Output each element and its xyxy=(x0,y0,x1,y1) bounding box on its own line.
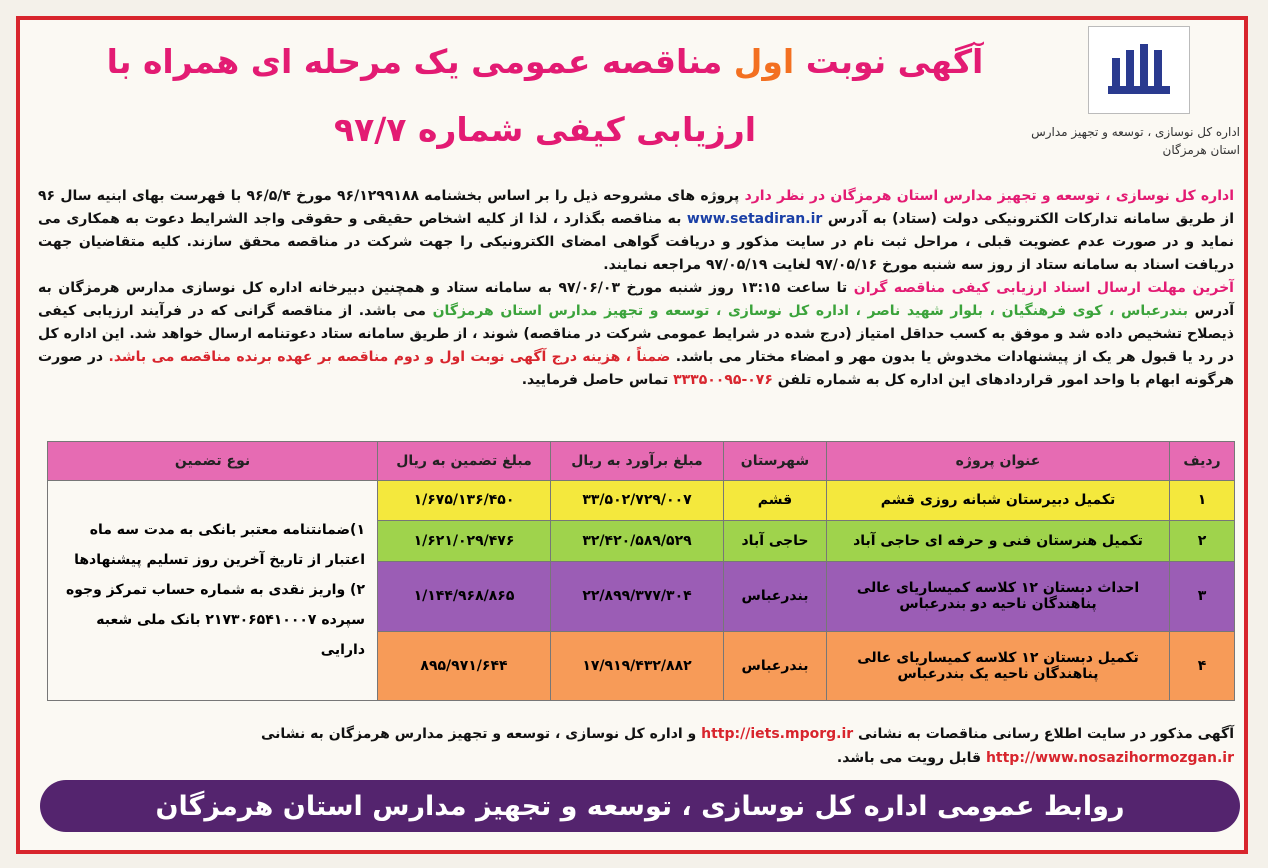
row-title: احداث دبستان ۱۲ کلاسه کمیساریای عالی پناهندگان ناحیه دو بندرعباس xyxy=(827,562,1170,631)
header-title: عنوان پروژه xyxy=(827,442,1170,481)
setad-link[interactable]: www.setadiran.ir xyxy=(686,211,823,227)
school-renovation-logo-icon xyxy=(1104,40,1174,100)
paragraph-2c: در صورت هرگونه ابهام با واحد امور قراردادهای این اداره کل به شماره تلفن xyxy=(38,349,1234,388)
header-estimate: مبلغ برآورد به ریال xyxy=(551,442,724,481)
row-estimate: ۲۲/۸۹۹/۳۷۷/۳۰۴ xyxy=(551,562,724,631)
title-highlight: اول xyxy=(733,42,795,81)
paragraph-2b: می باشد. از مناقصه گرانی که در فرآیند ارزیابی کیفی ذیصلاح تشخیص داده شد و موفق به کسب حداقل امتیاز (درج شده در شرایط عمومی شرکت در مناقصه) شوند ، از طریق سامانه ستاد دعوتنامه ارسال خواهد شد. این اداره کل در رد یا قبول هر یک از پیشنهادات مخدوش یا بدون مهر و امضاء مختار می باشد. xyxy=(38,303,1234,365)
header-city: شهرستان xyxy=(724,442,827,481)
row-guarantee: ۱/۶۷۵/۱۳۶/۴۵۰ xyxy=(378,480,551,521)
row-city: حاجی آباد xyxy=(724,521,827,562)
paragraph-1b: به مناقصه بگذارد ، لذا از کلیه اشخاص حقیقی و حقوقی واجد الشرایط دعوت به همکاری می نماید و در صورت عدم عضویت قبلی ، مراحل ثبت نام در سایت مذکور و دریافت گواهی امضای الکترونیکی را جهت شرکت در مناقصه محقق سازند. کلیه متقاضیان جهت دریافت اسناد به سامانه ستاد از روز سه شنبه مورخ ۹۷/۰۵/۱۶ لغایت ۹۷/۰۵/۱۹ مراجعه نمایند. xyxy=(38,211,1234,273)
ad-title xyxy=(90,38,1000,154)
footer-text-a: آگهی مذکور در سایت اطلاع رسانی مناقصات به نشانی xyxy=(858,726,1234,742)
title-rest: مناقصه عمومی یک مرحله ای همراه با xyxy=(106,42,723,81)
title-line-2: ارزیابی کیفی شماره ۹۷/۷ xyxy=(333,110,757,149)
row-guarantee: ۱/۶۲۱/۰۲۹/۴۷۶ xyxy=(378,521,551,562)
row-num: ۲ xyxy=(1170,521,1235,562)
header-guarantee-type: نوع تضمین xyxy=(48,442,378,481)
cost-note: ضمناً ، هزینه درج آگهی نوبت اول و دوم مناقصه بر عهده برنده مناقصه می باشد. xyxy=(108,349,671,365)
table-header-row xyxy=(48,442,1235,481)
row-estimate: ۳۲/۴۲۰/۵۸۹/۵۲۹ xyxy=(551,521,724,562)
deadline-label: آخرین مهلت ارسال اسناد ارزیابی کیفی مناقصه گران xyxy=(853,280,1234,296)
address: بندرعباس ، کوی فرهنگیان ، بلوار شهید ناصر ، اداره کل نوسازی ، توسعه و تجهیز مدارس استان هرمزگان xyxy=(432,303,1188,319)
header-guarantee-amount: مبلغ تضمین به ریال xyxy=(378,442,551,481)
row-estimate: ۳۳/۵۰۲/۷۲۹/۰۰۷ xyxy=(551,480,724,521)
paragraph-2d: تماس حاصل فرمایید. xyxy=(521,372,669,388)
row-num: ۱ xyxy=(1170,480,1235,521)
paragraph-2a: تا ساعت ۱۳:۱۵ روز شنبه مورخ ۹۷/۰۶/۰۳ به سامانه ستاد و همچنین دبیرخانه اداره کل نوسازی مدارس هرمزگان به آدرس xyxy=(38,280,1235,319)
phone-number: ۰۷۶-۳۳۳۵۰۰۹۵ xyxy=(673,372,773,388)
iets-link[interactable]: http://iets.mporg.ir xyxy=(701,726,854,742)
row-city: بندرعباس xyxy=(724,631,827,700)
footer-note xyxy=(38,722,1234,770)
header-num: ردیف xyxy=(1170,442,1235,481)
table-row xyxy=(48,480,1235,521)
row-city: بندرعباس xyxy=(724,562,827,631)
nosazi-link[interactable]: http://www.nosazihormozgan.ir xyxy=(985,750,1234,766)
row-guarantee: ۸۹۵/۹۷۱/۶۴۴ xyxy=(378,631,551,700)
title-line-1 xyxy=(90,38,1000,86)
ad-body xyxy=(38,185,1234,392)
row-title: تکمیل دبیرستان شبانه روزی قشم xyxy=(827,480,1170,521)
title-prefix: آگهی نوبت xyxy=(805,42,984,81)
banner-text: روابط عمومی اداره کل نوسازی ، توسعه و تجهیز مدارس استان هرمزگان xyxy=(155,790,1125,822)
row-num: ۳ xyxy=(1170,562,1235,631)
footer-text-c: قابل رویت می باشد. xyxy=(836,750,982,766)
row-city: قشم xyxy=(724,480,827,521)
row-num: ۴ xyxy=(1170,631,1235,700)
row-title: تکمیل هنرستان فنی و حرفه ای حاجی آباد xyxy=(827,521,1170,562)
org-name: اداره کل نوسازی ، توسعه و تجهیز مدارس استان هرمزگان xyxy=(1031,125,1240,157)
guarantee-type: ۱)ضمانتنامه معتبر بانکی به مدت سه ماه اعتبار از تاریخ آخرین روز تسلیم پیشنهادها ۲) واریز نقدی به شماره حساب تمرکز وجوه سپرده ۲۱۷۳۰۶۵۴۱۰۰۰۷ بانک ملی شعبه دارایی xyxy=(48,480,378,700)
row-title: تکمیل دبستان ۱۲ کلاسه کمیساریای عالی پناهندگان ناحیه یک بندرعباس xyxy=(827,631,1170,700)
org-logo xyxy=(1088,26,1190,114)
row-guarantee: ۱/۱۴۴/۹۶۸/۸۶۵ xyxy=(378,562,551,631)
footer-text-b: و اداره کل نوسازی ، توسعه و تجهیز مدارس هرمزگان به نشانی xyxy=(261,726,697,742)
row-estimate: ۱۷/۹۱۹/۴۳۲/۸۸۲ xyxy=(551,631,724,700)
pr-banner xyxy=(40,780,1240,832)
org-intro: اداره کل نوسازی ، توسعه و تجهیز مدارس استان هرمزگان در نظر دارد xyxy=(744,188,1235,204)
projects-table xyxy=(47,441,1235,701)
paragraph-1a: پروژه های مشروحه ذیل را بر اساس بخشنامه ۹۶/۱۲۹۹۱۸۸ مورخ ۹۶/۵/۴ با فهرست بهای ابنیه سال ۹۶ از طریق سامانه تدارکات الکترونیکی دولت (ستاد) به آدرس xyxy=(38,188,1234,227)
